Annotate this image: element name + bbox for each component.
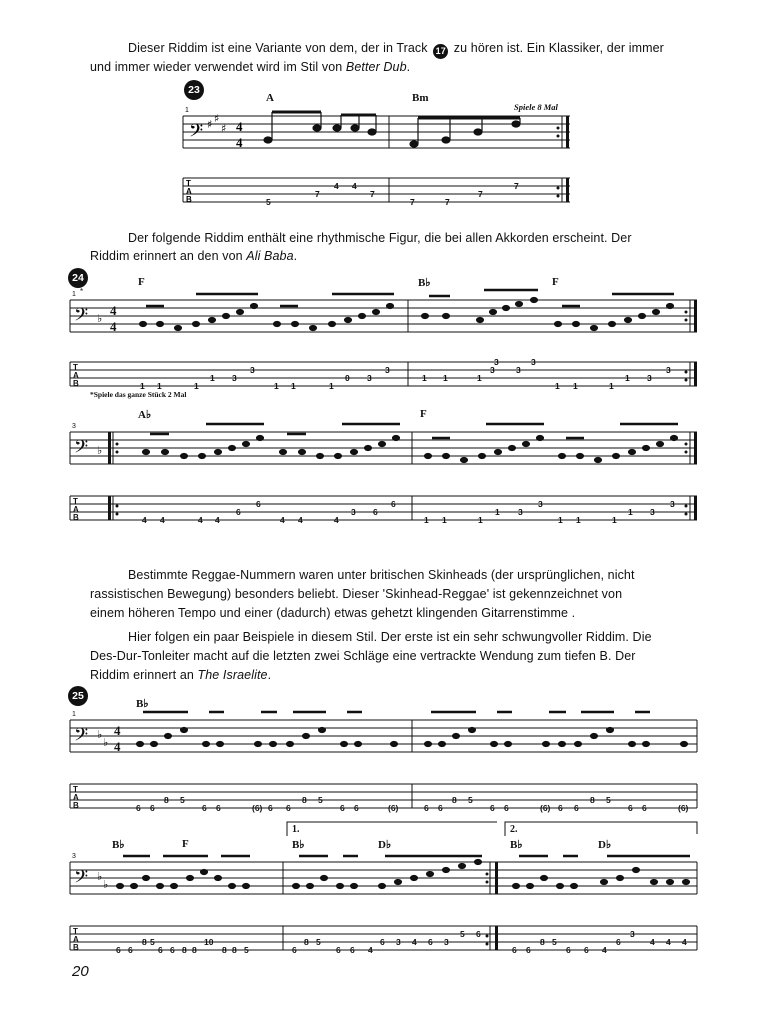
chord-db-1: D♭ bbox=[378, 839, 392, 851]
svg-text:T: T bbox=[186, 179, 191, 188]
svg-text:6: 6 bbox=[628, 803, 633, 813]
svg-text:1: 1 bbox=[495, 507, 500, 517]
svg-text:5: 5 bbox=[316, 937, 321, 947]
svg-text:3: 3 bbox=[232, 373, 237, 383]
svg-text:1: 1 bbox=[573, 381, 578, 391]
svg-text:6: 6 bbox=[150, 803, 155, 813]
svg-text:6: 6 bbox=[268, 803, 273, 813]
svg-text:6: 6 bbox=[428, 937, 433, 947]
svg-text:♭: ♭ bbox=[97, 312, 103, 325]
svg-text:B: B bbox=[73, 379, 79, 388]
chord-a: A bbox=[266, 92, 274, 104]
svg-text:6: 6 bbox=[340, 803, 345, 813]
svg-text:A: A bbox=[73, 505, 79, 514]
svg-text:𝄢: 𝄢 bbox=[74, 437, 89, 462]
svg-text:𝄢: 𝄢 bbox=[74, 725, 89, 750]
svg-text:8: 8 bbox=[164, 795, 169, 805]
svg-text:A: A bbox=[73, 935, 79, 944]
svg-text:6: 6 bbox=[128, 945, 133, 955]
svg-text:6: 6 bbox=[202, 803, 207, 813]
svg-text:4: 4 bbox=[334, 181, 339, 191]
svg-text:8: 8 bbox=[222, 945, 227, 955]
svg-text:6: 6 bbox=[574, 803, 579, 813]
svg-text:5: 5 bbox=[460, 929, 465, 939]
bass-clef-icon: 𝄢 bbox=[189, 121, 204, 146]
svg-text:6: 6 bbox=[584, 945, 589, 955]
svg-text:4: 4 bbox=[198, 515, 203, 525]
track-badge: 17 bbox=[433, 44, 448, 59]
svg-text:1: 1 bbox=[576, 515, 581, 525]
svg-text:B: B bbox=[73, 943, 79, 952]
svg-text:4: 4 bbox=[142, 515, 147, 525]
svg-text:1: 1 bbox=[442, 515, 447, 525]
svg-text:6: 6 bbox=[476, 929, 481, 939]
svg-text:4: 4 bbox=[236, 135, 243, 150]
chord-bb-4: B♭ bbox=[510, 839, 523, 851]
svg-text:(6): (6) bbox=[388, 803, 399, 813]
svg-text:8: 8 bbox=[192, 945, 197, 955]
para4-text-a: Riddim erinnert an bbox=[90, 668, 194, 682]
svg-text:5: 5 bbox=[266, 197, 271, 207]
svg-text:1: 1 bbox=[477, 373, 482, 383]
svg-text:(6): (6) bbox=[540, 803, 551, 813]
paragraph-3-line3: einem höheren Tempo und einer (dadurch) etwas gehetzt klingenden Gitarrenstimme . bbox=[90, 606, 576, 620]
svg-text:7: 7 bbox=[478, 189, 483, 199]
svg-text:♭: ♭ bbox=[97, 444, 103, 457]
svg-text:6: 6 bbox=[116, 945, 121, 955]
svg-text:1: 1 bbox=[628, 507, 633, 517]
svg-text:4: 4 bbox=[280, 515, 285, 525]
chord-f: F bbox=[182, 838, 189, 850]
svg-text:1: 1 bbox=[478, 515, 483, 525]
svg-text:1: 1 bbox=[194, 381, 199, 391]
svg-text:4: 4 bbox=[650, 937, 655, 947]
para2-italic: Ali Baba bbox=[246, 249, 294, 263]
svg-text:4: 4 bbox=[114, 739, 121, 754]
svg-text:1: 1 bbox=[157, 381, 162, 391]
svg-text:4: 4 bbox=[368, 945, 373, 955]
svg-text:8: 8 bbox=[142, 937, 147, 947]
svg-text:𝄢: 𝄢 bbox=[74, 867, 89, 892]
svg-text:6: 6 bbox=[380, 937, 385, 947]
svg-text:1: 1 bbox=[291, 381, 296, 391]
chord-ab: A♭ bbox=[138, 409, 152, 421]
example-number-24: 24 bbox=[68, 268, 88, 288]
svg-text:6: 6 bbox=[158, 945, 163, 955]
svg-text:1: 1 bbox=[72, 291, 76, 298]
svg-text:7: 7 bbox=[315, 189, 320, 199]
svg-text:3: 3 bbox=[518, 507, 523, 517]
svg-text:4: 4 bbox=[236, 119, 243, 134]
svg-text:3: 3 bbox=[494, 357, 499, 367]
svg-text:5: 5 bbox=[318, 795, 323, 805]
svg-text:𝄢: 𝄢 bbox=[74, 305, 89, 330]
paragraph-2-line1: Der folgende Riddim enthält eine rhythmische Figur, die bei allen Akkorden erscheint. Der bbox=[128, 231, 632, 245]
svg-text:5: 5 bbox=[468, 795, 473, 805]
svg-text:0: 0 bbox=[345, 373, 350, 383]
chord-bm: Bm bbox=[412, 92, 429, 104]
svg-text:3: 3 bbox=[367, 373, 372, 383]
para2-text-b: . bbox=[293, 249, 298, 263]
svg-text:T: T bbox=[73, 497, 78, 506]
svg-text:3: 3 bbox=[351, 507, 356, 517]
svg-text:8: 8 bbox=[232, 945, 237, 955]
svg-text:5: 5 bbox=[552, 937, 557, 947]
svg-text:4: 4 bbox=[298, 515, 303, 525]
svg-text:4: 4 bbox=[352, 181, 357, 191]
paragraph-4-line2: Des-Dur-Tonleiter macht auf die letzten zwei Schläge eine vertrackte Wendung zum tiefen B. Der bbox=[90, 649, 636, 663]
svg-text:6: 6 bbox=[566, 945, 571, 955]
svg-text:3: 3 bbox=[650, 507, 655, 517]
svg-text:B: B bbox=[73, 801, 79, 810]
svg-text:4: 4 bbox=[110, 319, 117, 334]
para2-text-a: Riddim erinnert an den von bbox=[90, 249, 243, 263]
paragraph-4-line1: Hier folgen ein paar Beispiele in diesem Stil. Der erste ist ein sehr schwungvoller Riddim. Die bbox=[128, 630, 652, 644]
svg-text:6: 6 bbox=[136, 803, 141, 813]
page-number: 20 bbox=[72, 963, 89, 980]
svg-text:4: 4 bbox=[160, 515, 165, 525]
svg-text:1: 1 bbox=[329, 381, 334, 391]
svg-text:5: 5 bbox=[606, 795, 611, 805]
svg-text:8: 8 bbox=[302, 795, 307, 805]
svg-text:1: 1 bbox=[443, 373, 448, 383]
svg-text:1: 1 bbox=[185, 107, 189, 114]
svg-text:3: 3 bbox=[516, 365, 521, 375]
svg-text:6: 6 bbox=[354, 803, 359, 813]
svg-text:10: 10 bbox=[204, 937, 214, 947]
svg-text:6: 6 bbox=[616, 937, 621, 947]
svg-text:♭: ♭ bbox=[103, 736, 109, 749]
svg-text:3: 3 bbox=[444, 937, 449, 947]
svg-text:3: 3 bbox=[385, 365, 390, 375]
svg-text:3: 3 bbox=[250, 365, 255, 375]
svg-text:1: 1 bbox=[210, 373, 215, 383]
svg-text:T: T bbox=[73, 785, 78, 794]
example-number-23: 23 bbox=[184, 80, 204, 100]
svg-text:♭: ♭ bbox=[97, 728, 103, 741]
svg-text:6: 6 bbox=[292, 945, 297, 955]
svg-text:7: 7 bbox=[410, 197, 415, 207]
ending-2: 2. bbox=[510, 824, 518, 835]
svg-text:6: 6 bbox=[350, 945, 355, 955]
svg-text:3: 3 bbox=[647, 373, 652, 383]
chord-db-2: D♭ bbox=[598, 839, 612, 851]
svg-text:4: 4 bbox=[682, 937, 687, 947]
svg-text:7: 7 bbox=[445, 197, 450, 207]
chord-f-3: F bbox=[420, 408, 427, 420]
chord-bb: B♭ bbox=[418, 277, 431, 289]
svg-text:A: A bbox=[73, 793, 79, 802]
svg-text:3: 3 bbox=[72, 423, 76, 430]
svg-text:7: 7 bbox=[370, 189, 375, 199]
chord-bb-3: B♭ bbox=[292, 839, 305, 851]
svg-text:*: * bbox=[80, 287, 84, 296]
svg-text:6: 6 bbox=[256, 499, 261, 509]
svg-text:6: 6 bbox=[526, 945, 531, 955]
ending-1: 1. bbox=[292, 824, 300, 835]
svg-text:♯: ♯ bbox=[221, 122, 227, 135]
svg-text:6: 6 bbox=[490, 803, 495, 813]
svg-text:♯: ♯ bbox=[207, 118, 213, 131]
svg-text:♭: ♭ bbox=[103, 878, 109, 891]
example-number-25: 25 bbox=[68, 686, 88, 706]
chord-f-1: F bbox=[138, 276, 145, 288]
para1-text-d: . bbox=[406, 60, 411, 74]
svg-text:7: 7 bbox=[514, 181, 519, 191]
svg-text:T: T bbox=[73, 363, 78, 372]
footnote: *Spiele das ganze Stück 2 Mal bbox=[90, 390, 187, 399]
para1-italic: Better Dub bbox=[345, 60, 407, 74]
svg-text:6: 6 bbox=[558, 803, 563, 813]
svg-text:8: 8 bbox=[182, 945, 187, 955]
svg-text:6: 6 bbox=[391, 499, 396, 509]
svg-text:6: 6 bbox=[373, 507, 378, 517]
svg-text:A: A bbox=[73, 371, 79, 380]
chord-bb-2: B♭ bbox=[112, 839, 125, 851]
svg-text:3: 3 bbox=[630, 929, 635, 939]
svg-text:3: 3 bbox=[666, 365, 671, 375]
svg-text:3: 3 bbox=[538, 499, 543, 509]
svg-text:(6): (6) bbox=[252, 803, 263, 813]
svg-text:1: 1 bbox=[72, 711, 76, 718]
svg-text:1: 1 bbox=[140, 381, 145, 391]
para1-text-c: und immer wieder verwendet wird im Stil von bbox=[90, 60, 343, 74]
svg-text:3: 3 bbox=[490, 365, 495, 375]
svg-text:4: 4 bbox=[334, 515, 339, 525]
svg-text:6: 6 bbox=[424, 803, 429, 813]
paragraph-3-line2: rassistischen Bewegung) besonders beliebt. Dieser 'Skinhead-Reggae' ist gekennzeichnet von bbox=[90, 587, 623, 601]
para1-text-b: zu hören ist. Ein Klassiker, der immer bbox=[453, 41, 664, 55]
svg-text:1: 1 bbox=[612, 515, 617, 525]
svg-text:B: B bbox=[73, 513, 79, 522]
svg-text:(6): (6) bbox=[678, 803, 689, 813]
svg-text:1: 1 bbox=[274, 381, 279, 391]
svg-text:1: 1 bbox=[625, 373, 630, 383]
svg-text:3: 3 bbox=[72, 853, 76, 860]
svg-text:3: 3 bbox=[670, 499, 675, 509]
svg-text:5: 5 bbox=[150, 937, 155, 947]
paragraph-3-line1: Bestimmte Reggae-Nummern waren unter britischen Skinheads (der ursprünglichen, nicht bbox=[128, 568, 635, 582]
chord-bb-1: B♭ bbox=[136, 698, 149, 710]
svg-text:3: 3 bbox=[531, 357, 536, 367]
svg-text:♯: ♯ bbox=[214, 112, 220, 125]
svg-text:5: 5 bbox=[180, 795, 185, 805]
svg-text:T: T bbox=[73, 927, 78, 936]
svg-text:6: 6 bbox=[336, 945, 341, 955]
para4-italic: The Israelite bbox=[197, 668, 268, 682]
svg-text:6: 6 bbox=[216, 803, 221, 813]
para1-text-a: Dieser Riddim ist eine Variante von dem, der in Track bbox=[128, 41, 428, 55]
svg-text:4: 4 bbox=[412, 937, 417, 947]
svg-text:6: 6 bbox=[642, 803, 647, 813]
svg-text:8: 8 bbox=[452, 795, 457, 805]
svg-text:1: 1 bbox=[609, 381, 614, 391]
svg-text:4: 4 bbox=[110, 303, 117, 318]
svg-text:6: 6 bbox=[286, 803, 291, 813]
svg-text:6: 6 bbox=[170, 945, 175, 955]
svg-text:1: 1 bbox=[422, 373, 427, 383]
svg-text:1: 1 bbox=[558, 515, 563, 525]
svg-text:1: 1 bbox=[424, 515, 429, 525]
svg-text:4: 4 bbox=[666, 937, 671, 947]
svg-text:♭: ♭ bbox=[97, 870, 103, 883]
svg-text:5: 5 bbox=[244, 945, 249, 955]
svg-text:3: 3 bbox=[396, 937, 401, 947]
svg-text:1: 1 bbox=[555, 381, 560, 391]
svg-text:8: 8 bbox=[590, 795, 595, 805]
svg-text:4: 4 bbox=[114, 723, 121, 738]
svg-text:B: B bbox=[186, 195, 192, 204]
svg-text:8: 8 bbox=[304, 937, 309, 947]
svg-text:A: A bbox=[186, 187, 192, 196]
svg-text:4: 4 bbox=[602, 945, 607, 955]
repeat-label: Spiele 8 Mal bbox=[514, 102, 558, 112]
svg-text:8: 8 bbox=[540, 937, 545, 947]
svg-text:4: 4 bbox=[215, 515, 220, 525]
chord-f-2: F bbox=[552, 276, 559, 288]
svg-text:6: 6 bbox=[236, 507, 241, 517]
svg-text:6: 6 bbox=[504, 803, 509, 813]
para4-text-b: . bbox=[267, 668, 272, 682]
svg-text:6: 6 bbox=[512, 945, 517, 955]
svg-text:6: 6 bbox=[438, 803, 443, 813]
